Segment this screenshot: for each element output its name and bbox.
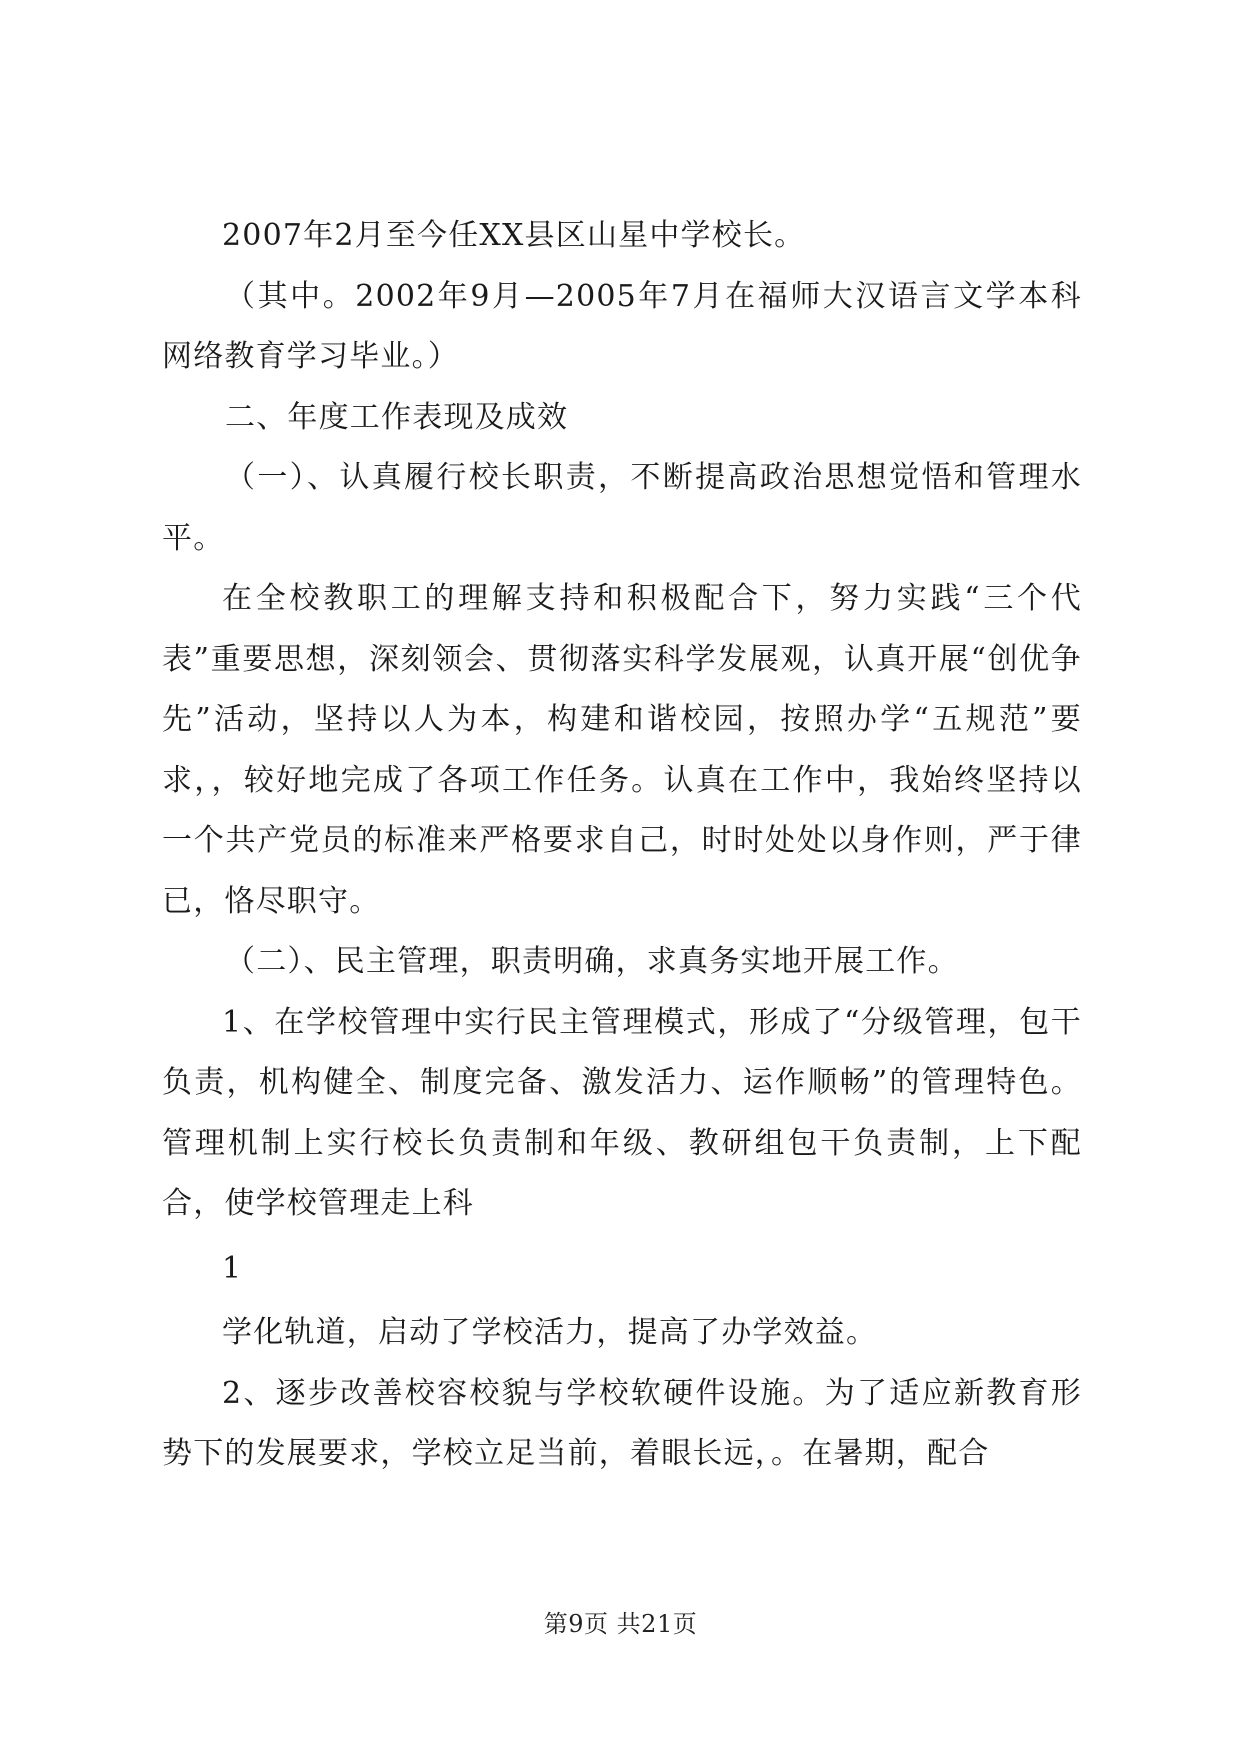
paragraph-management-mode: 1、在学校管理中实行民主管理模式，形成了“分级管理，包干负责，机构健全、制度完备、激发活力、运作顺畅”的管理特色。管理机制上实行校长负责制和年级、教研组包干负责制，上下配合，使学校管理走上科 — [162, 1004, 1082, 1221]
paragraph-tenure: 2007年2月至今任XX县区山星中学校长。 — [222, 218, 806, 253]
paragraph-facilities: 2、逐步改善校容校貌与学校软硬件设施。为了适应新教育形势下的发展要求，学校立足当前，着眼长远，。在暑期，配合 — [162, 1375, 1082, 1471]
page-footer: 第9页 共21页 — [543, 1610, 698, 1638]
subsection-heading-duties: （一）、认真履行校长职责，不断提高政治思想觉悟和管理水平。 — [162, 460, 1082, 556]
subsection-heading-democratic-management: （二）、民主管理，职责明确，求真务实地开展工作。 — [225, 944, 959, 979]
document-body — [162, 206, 1082, 1485]
section-heading-annual-performance: 二、年度工作表现及成效 — [225, 399, 569, 435]
inline-page-number: 1 — [222, 1250, 243, 1286]
paragraph-work-summary: 在全校教职工的理解支持和积极配合下，努力实践“三个代表”重要思想，深刻领会、贯彻落实科学发展观，认真开展“创优争先”活动，坚持以人为本，构建和谐校园，按照办学“五规范”要求，，较好地完成了各项工作任务。认真在工作中，我始终坚持以一个共产党员的标准来严格要求自己，时时处处以身作则，严于律已，恪尽职守。 — [162, 581, 1082, 919]
paragraph-continuation: 学化轨道，启动了学校活力，提高了办学效益。 — [222, 1315, 878, 1350]
paragraph-education-note: （其中。2002年9月—2005年7月在福师大汉语言文学本科网络教育学习毕业。） — [162, 278, 1082, 374]
